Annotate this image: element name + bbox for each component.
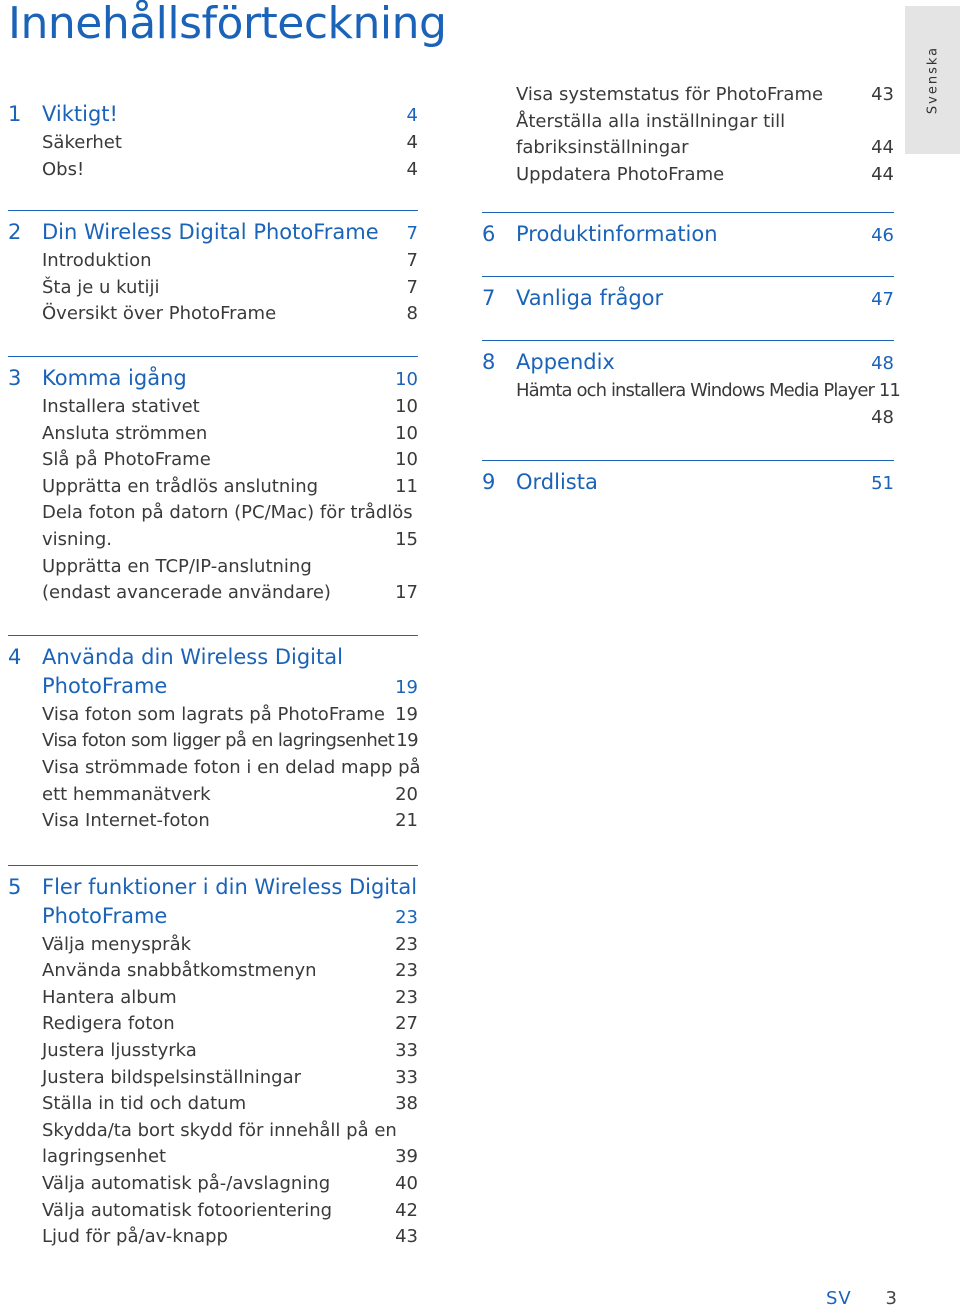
toc-section-1 [8,96,418,183]
toc-entry[interactable] [8,130,418,157]
toc-section-6 [482,212,894,250]
page-number: 27 [395,1013,418,1035]
entry-label: Välja automatisk fotoorientering [42,1199,333,1221]
entry-label: Upprätta en trådlös anslutning [42,475,319,497]
toc-section-5-continued [482,82,894,188]
entry-label: lagringsenhet [42,1146,167,1168]
toc-heading[interactable] [8,364,418,394]
page-number: 46 [871,225,894,247]
entry-label: Redigera foton [42,1013,175,1035]
section-title: Appendix [516,350,615,375]
toc-heading[interactable] [482,468,894,498]
page-number: 7 [406,250,418,272]
toc-entry[interactable] [8,1038,418,1065]
page-number: 19 [396,730,418,752]
entry-label: Visa systemstatus för PhotoFrame [516,84,824,105]
entry-label: Šta je u kutiji [42,276,160,298]
toc-entry-line[interactable]: Återställa alla inställningar till [516,110,786,132]
toc-entry[interactable] [8,1144,418,1171]
section-number: 4 [8,644,22,669]
section-title: Komma igång [42,365,187,390]
toc-heading[interactable] [8,100,418,130]
page-number: 10 [395,368,418,390]
page-number: 44 [871,137,894,159]
toc-entry-line[interactable]: Upprätta en TCP/IP-anslutning [42,555,312,577]
page-number: 43 [871,84,894,105]
page-number: 33 [395,1066,418,1088]
section-number: 8 [482,350,496,375]
language-code: SV [826,1288,852,1309]
entry-label: Välja automatisk på-/avslagning [42,1173,331,1195]
toc-heading[interactable] [482,284,894,314]
toc-entry[interactable] [8,527,418,554]
entry-label: Visa foton som ligger på en lagringsenhet [42,730,395,752]
toc-entry-line[interactable]: Skydda/ta bort skydd för innehåll på en [42,1119,397,1141]
page-number: 43 [395,1226,418,1248]
toc-section-2 [8,210,418,328]
toc-section-3 [8,356,418,607]
entry-label: (endast avancerade användare) [42,582,331,604]
toc-entry[interactable] [8,421,418,448]
page-number: 39 [395,1146,418,1168]
toc-heading[interactable] [482,220,894,250]
toc-section-4 [8,635,421,835]
toc-entry-line[interactable]: Hämta och installera Windows Media Player 11 [516,380,900,402]
toc-left-column [8,96,421,1251]
page-number: 40 [395,1173,418,1195]
section-number: 5 [8,874,22,899]
section-title: Viktigt! [42,102,118,126]
entry-label: fabriksinställningar [516,137,689,159]
toc-entry[interactable] [8,580,418,607]
page-number: 15 [395,528,418,550]
entry-label: Använda snabbåtkomstmenyn [42,960,317,982]
toc-entry[interactable] [8,1065,418,1092]
section-title: Din Wireless Digital PhotoFrame [42,220,379,245]
footer-page-number: 3 [885,1288,897,1309]
entry-label: Översikt över PhotoFrame [42,303,277,325]
toc-section-8 [482,340,900,431]
page-number: 4 [406,105,418,126]
toc-entry[interactable] [8,474,418,501]
toc-entry[interactable] [482,162,894,189]
page-number: 19 [395,703,418,725]
entry-label: Hantera album [42,986,177,1008]
section-number: 7 [482,286,496,311]
section-title: Ordlista [516,469,598,494]
page-number: 8 [406,303,418,325]
toc-section-7 [482,276,894,314]
page-footer [826,1288,897,1309]
toc-entry[interactable] [8,394,418,421]
section-number: 2 [8,220,22,245]
entry-label: Visa foton som lagrats på PhotoFrame [42,703,385,725]
page-number: 47 [871,289,894,311]
toc-entry[interactable] [8,447,418,474]
page-number: 21 [395,810,418,832]
toc-entry-line[interactable]: Dela foton på datorn (PC/Mac) för trådlös [42,502,413,524]
page-number: 38 [395,1093,418,1115]
toc-entry[interactable] [8,985,418,1012]
toc-entry[interactable] [8,301,418,328]
page-number: 17 [395,582,418,604]
page-number: 23 [395,960,418,982]
page-number: 42 [395,1199,418,1221]
toc-entry[interactable] [8,1224,418,1251]
page-number: 10 [395,449,418,471]
page-number: 7 [406,223,418,245]
toc-heading[interactable] [8,218,418,248]
entry-label: Välja menyspråk [42,933,192,955]
entry-label: Installera stativet [42,395,200,417]
page-number: 48 [871,406,894,428]
toc-entry-line[interactable]: Visa strömmade foton i en delad mapp på [42,756,421,778]
toc-heading-cont[interactable] [8,902,418,932]
page-title: Innehållsförteckning [8,0,447,49]
page-number: 23 [395,986,418,1008]
toc-heading-cont[interactable] [8,672,418,702]
section-number: 6 [482,222,496,247]
toc-heading[interactable] [8,873,418,902]
page-number: 19 [395,676,418,698]
toc-entry[interactable] [8,1198,418,1225]
section-title: Fler funktioner i din Wireless Digital [42,874,418,899]
toc-entry[interactable] [8,808,418,835]
section-title: Produktinformation [516,222,718,247]
section-number: 1 [8,102,22,126]
page-number: 10 [395,422,418,444]
section-title: Vanliga frågor [516,286,664,311]
toc-entry[interactable] [8,932,418,959]
section-title: PhotoFrame [42,673,168,698]
toc-entry[interactable] [8,248,418,275]
page-number: 33 [395,1040,418,1062]
page-number: 7 [406,276,418,298]
toc-entry[interactable] [482,135,894,162]
toc-right-column [482,82,900,498]
entry-label: ett hemmanätverk [42,783,211,805]
section-title: Använda din Wireless Digital [42,644,343,669]
page-number: 44 [871,163,894,185]
toc-entry[interactable] [8,958,418,985]
page-number: 20 [395,783,418,805]
entry-label: Visa Internet-foton [42,810,210,832]
page-number: 23 [395,933,418,955]
toc-entry[interactable] [8,157,418,184]
toc-entry[interactable] [8,275,418,302]
toc-entry[interactable] [8,1011,418,1038]
toc-entry[interactable] [482,405,894,432]
page-number: 51 [871,472,894,494]
entry-label: Obs! [42,158,85,180]
page-number: 4 [406,132,418,153]
page-number: 11 [395,475,418,497]
entry-label: Ansluta strömmen [42,422,208,444]
language-tab-label: Svenska [925,45,940,115]
section-number: 3 [8,365,22,390]
toc-heading[interactable] [482,348,894,378]
entry-label: Ställa in tid och datum [42,1093,247,1115]
page-number: 48 [871,353,894,375]
entry-label: Justera ljusstyrka [42,1040,197,1062]
page-number: 4 [406,158,418,180]
toc-entry[interactable] [8,1171,418,1198]
toc-entry[interactable] [8,702,418,729]
section-number: 9 [482,469,496,494]
entry-label: Introduktion [42,250,152,272]
toc-entry[interactable] [8,782,418,809]
toc-entry[interactable] [482,82,894,109]
section-title: PhotoFrame [42,903,168,928]
toc-section-5 [8,865,418,1251]
page-number: 23 [395,906,418,928]
page-number: 10 [395,395,418,417]
toc-section-9 [482,460,894,498]
entry-label: Justera bildspelsinställningar [42,1066,302,1088]
entry-label: visning. [42,528,112,550]
entry-label: Slå på PhotoFrame [42,449,211,471]
toc-entry[interactable] [8,1091,418,1118]
toc-heading[interactable] [8,643,418,672]
entry-label: Säkerhet [42,132,122,153]
entry-label: Ljud för på/av-knapp [42,1226,228,1248]
language-tab [905,6,960,154]
toc-entry[interactable] [8,728,418,755]
entry-label: Uppdatera PhotoFrame [516,163,725,185]
